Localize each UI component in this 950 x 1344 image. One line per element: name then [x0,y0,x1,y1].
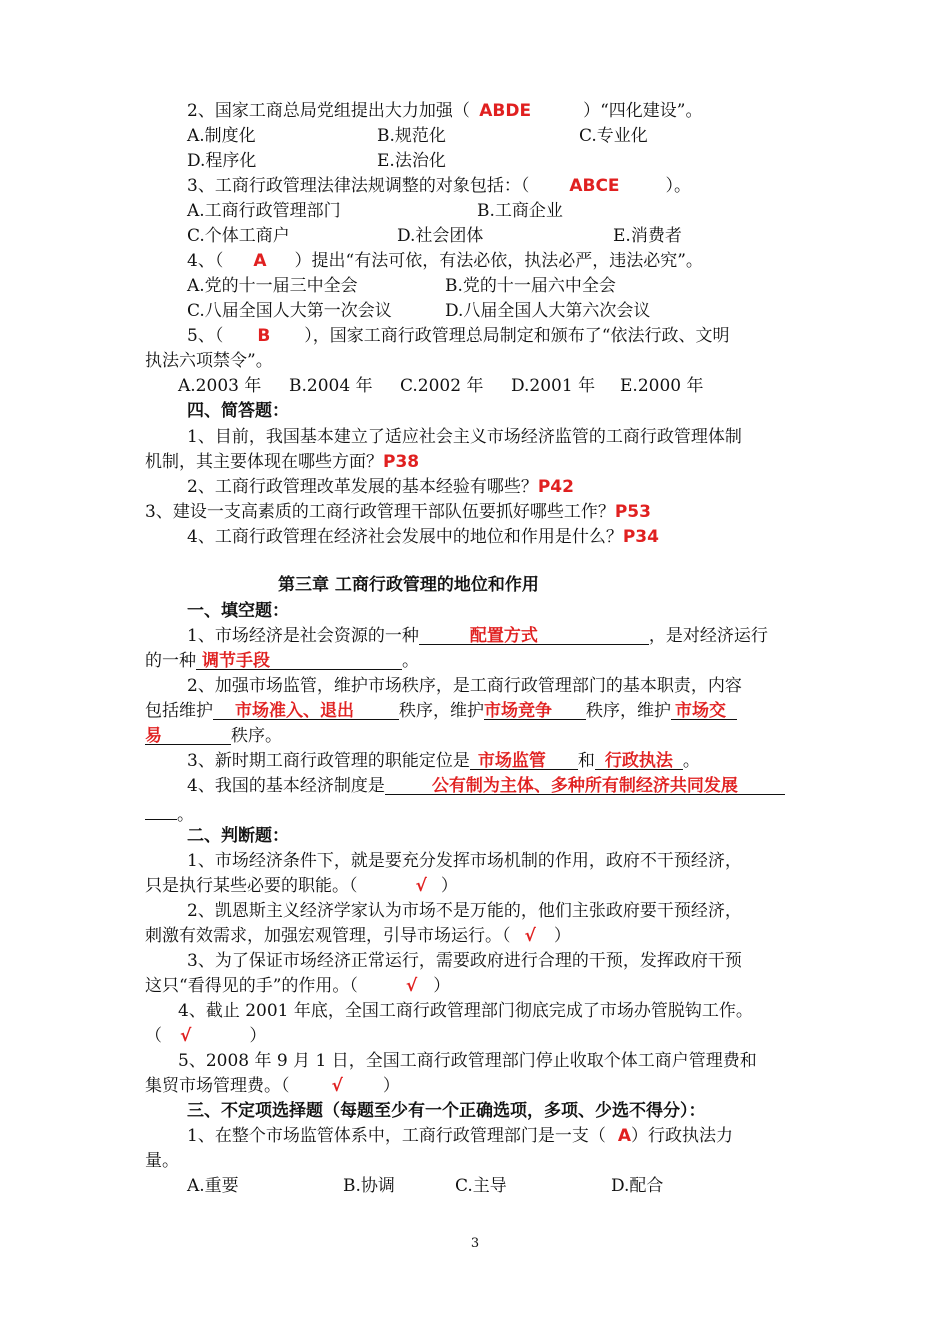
option: E.法治化 [377,151,446,171]
question-4: 4、（ A ）提出“有法可依，有法必依，执法必严，违法必究”。 [187,251,703,271]
fill-blank [145,725,231,745]
section-heading-multi: 三、不定项选择题（每题至少有一个正确选项，多项、少选不得分）： [187,1101,706,1121]
option: D.配合 [611,1176,664,1196]
q2-options-row2 [187,150,807,172]
judge-1-cont: 只是执行某些必要的职能。（ √ ） [145,876,458,896]
fill-2: 2、加强市场监管，维护市场秩序，是工商行政管理部门的基本职责，内容 [187,676,742,696]
section-heading-short-answer: 四、简答题： [187,401,289,421]
question-5: 5、（ B ），国家工商行政管理总局制定和颁布了“依法行政、文明 [187,326,730,346]
judge-1: 1、市场经济条件下，就是要充分发挥市场机制的作用，政府不干预经济， [187,851,742,871]
fill-answer: 市场竞争 [484,701,552,721]
check-mark: √ [415,876,427,896]
q2-options-row1 [187,125,807,147]
section-heading-judge: 二、判断题： [187,826,289,846]
judge-2: 2、凯恩斯主义经济学家认为市场不是万能的，他们主张政府要干预经济， [187,901,742,921]
check-mark: √ [331,1076,343,1096]
multi-1-options [187,1175,807,1197]
judge-3-cont: 这只“看得见的手”的作用。（ √ ） [145,976,451,996]
fill-3: 3、新时期工商行政管理的职能定位是 市场监管 和 行政执法 。 [187,751,700,771]
fill-2-cont: 包括维护 市场准入、退出 秩序，维护市场竞争 秩序，维护 市场交 [145,700,737,722]
option: E.消费者 [613,226,682,246]
answer-multi-1: A [617,1126,631,1146]
short-answer-1: 1、目前，我国基本建立了适应社会主义市场经济监管的工商行政管理体制 [187,427,742,447]
check-mark: √ [405,976,418,996]
fill-answer: 市场监管 [477,751,546,771]
q3-options-row2 [187,225,807,247]
fill-4: 4、我国的基本经济制度是 公有制为主体、多种所有制经济共同发展 [187,775,785,797]
judge-4-cont: （ √ ） [145,1026,267,1046]
answer-q4: A [253,251,267,271]
option: B.党的十一届六中全会 [445,276,616,296]
section-heading-fill: 一、填空题： [187,601,289,621]
question-3: 3、工商行政管理法律法规调整的对象包括：（ ABCE ）。 [187,176,692,196]
short-answer-1-cont: 机制，其主要体现在哪些方面？P38 [145,452,420,472]
judge-5-cont: 集贸市场管理费。（ √ ） [145,1076,400,1096]
q4-options-row1 [187,275,807,297]
option: B.协调 [343,1176,395,1196]
check-mark: √ [180,1026,192,1046]
page-ref: P42 [537,477,574,497]
judge-4: 4、截止 2001 年底，全国工商行政管理部门彻底完成了市场办管脱钩工作。 [178,1001,753,1021]
fill-blank [385,775,785,795]
option: C.个体工商户 [187,226,290,246]
option: B.工商企业 [477,201,563,221]
option: E.2000 年 [620,376,704,396]
q4-options-row2 [187,300,807,322]
fill-answer: 易 [145,726,162,746]
option: C.专业化 [579,126,648,146]
multi-1: 1、在整个市场监管体系中，工商行政管理部门是一支（ A）行政执法力 [187,1126,733,1146]
option: C.主导 [455,1176,507,1196]
option: D.2001 年 [511,376,596,396]
fill-answer: 配置方式 [469,626,538,646]
judge-5: 5、2008 年 9 月 1 日，全国工商行政管理部门停止收取个体工商户管理费和 [178,1051,757,1071]
fill-4-cont: 。 [145,800,194,826]
option: B.2004 年 [289,376,373,396]
answer-q2: ABDE [479,101,532,121]
option: A.制度化 [187,126,256,146]
judge-3: 3、为了保证市场经济正常运行，需要政府进行合理的干预，发挥政府干预 [187,951,742,971]
page-ref: P38 [383,452,420,472]
multi-1-cont: 量。 [145,1151,179,1171]
fill-answer: 市场准入、退出 [235,701,354,721]
fill-answer: 公有制为主体、多种所有制经济共同发展 [431,776,738,796]
fill-answer: 市场交 [675,701,726,721]
answer-q5: B [257,326,271,346]
short-answer-2: 2、工商行政管理改革发展的基本经验有哪些？P42 [187,477,574,497]
option: A.党的十一届三中全会 [187,276,358,296]
option: C.八届全国人大第一次会议 [187,301,392,321]
short-answer-3: 3、建设一支高素质的工商行政管理干部队伍要抓好哪些工作？P53 [145,502,651,522]
option: D.八届全国人大第六次会议 [445,301,651,321]
question-5-cont: 执法六项禁令”。 [145,351,273,371]
q5-options [178,375,818,397]
page-ref: P34 [622,527,659,547]
option: A.2003 年 [178,376,262,396]
fill-2-cont2: 易 秩序。 [145,726,282,746]
fill-answer: 调节手段 [202,651,270,671]
q3-options-row1 [187,200,807,222]
option: D.程序化 [187,151,257,171]
option: B.规范化 [377,126,446,146]
option: A.重要 [187,1176,239,1196]
fill-1-cont: 的一种 调节手段 。 [145,651,419,671]
fill-blank [213,700,399,720]
fill-blank [419,625,649,645]
judge-2-cont: 刺激有效需求，加强宏观管理，引导市场运行。（ √ ） [145,926,571,946]
page-number: 3 [470,1236,480,1251]
short-answer-4: 4、工商行政管理在经济社会发展中的地位和作用是什么？P34 [187,527,659,547]
answer-q3: ABCE [569,176,620,196]
check-mark: √ [524,926,536,946]
fill-blank [484,700,586,720]
fill-1: 1、市场经济是社会资源的一种 配置方式 ，是对经济运行 [187,626,768,646]
page-ref: P53 [614,502,651,522]
option: A.工商行政管理部门 [187,201,341,221]
question-2: 2、国家工商总局党组提出大力加强（ ABDE ）“四化建设”。 [187,101,703,121]
chapter-title: 第三章 工商行政管理的地位和作用 [278,575,539,595]
fill-blank [470,750,578,770]
fill-blank [145,800,177,820]
fill-blank [671,700,737,720]
fill-answer: 行政执法 [604,751,673,771]
option: D.社会团体 [397,226,484,246]
fill-blank [196,650,402,670]
option: C.2002 年 [400,376,484,396]
fill-blank [595,750,683,770]
